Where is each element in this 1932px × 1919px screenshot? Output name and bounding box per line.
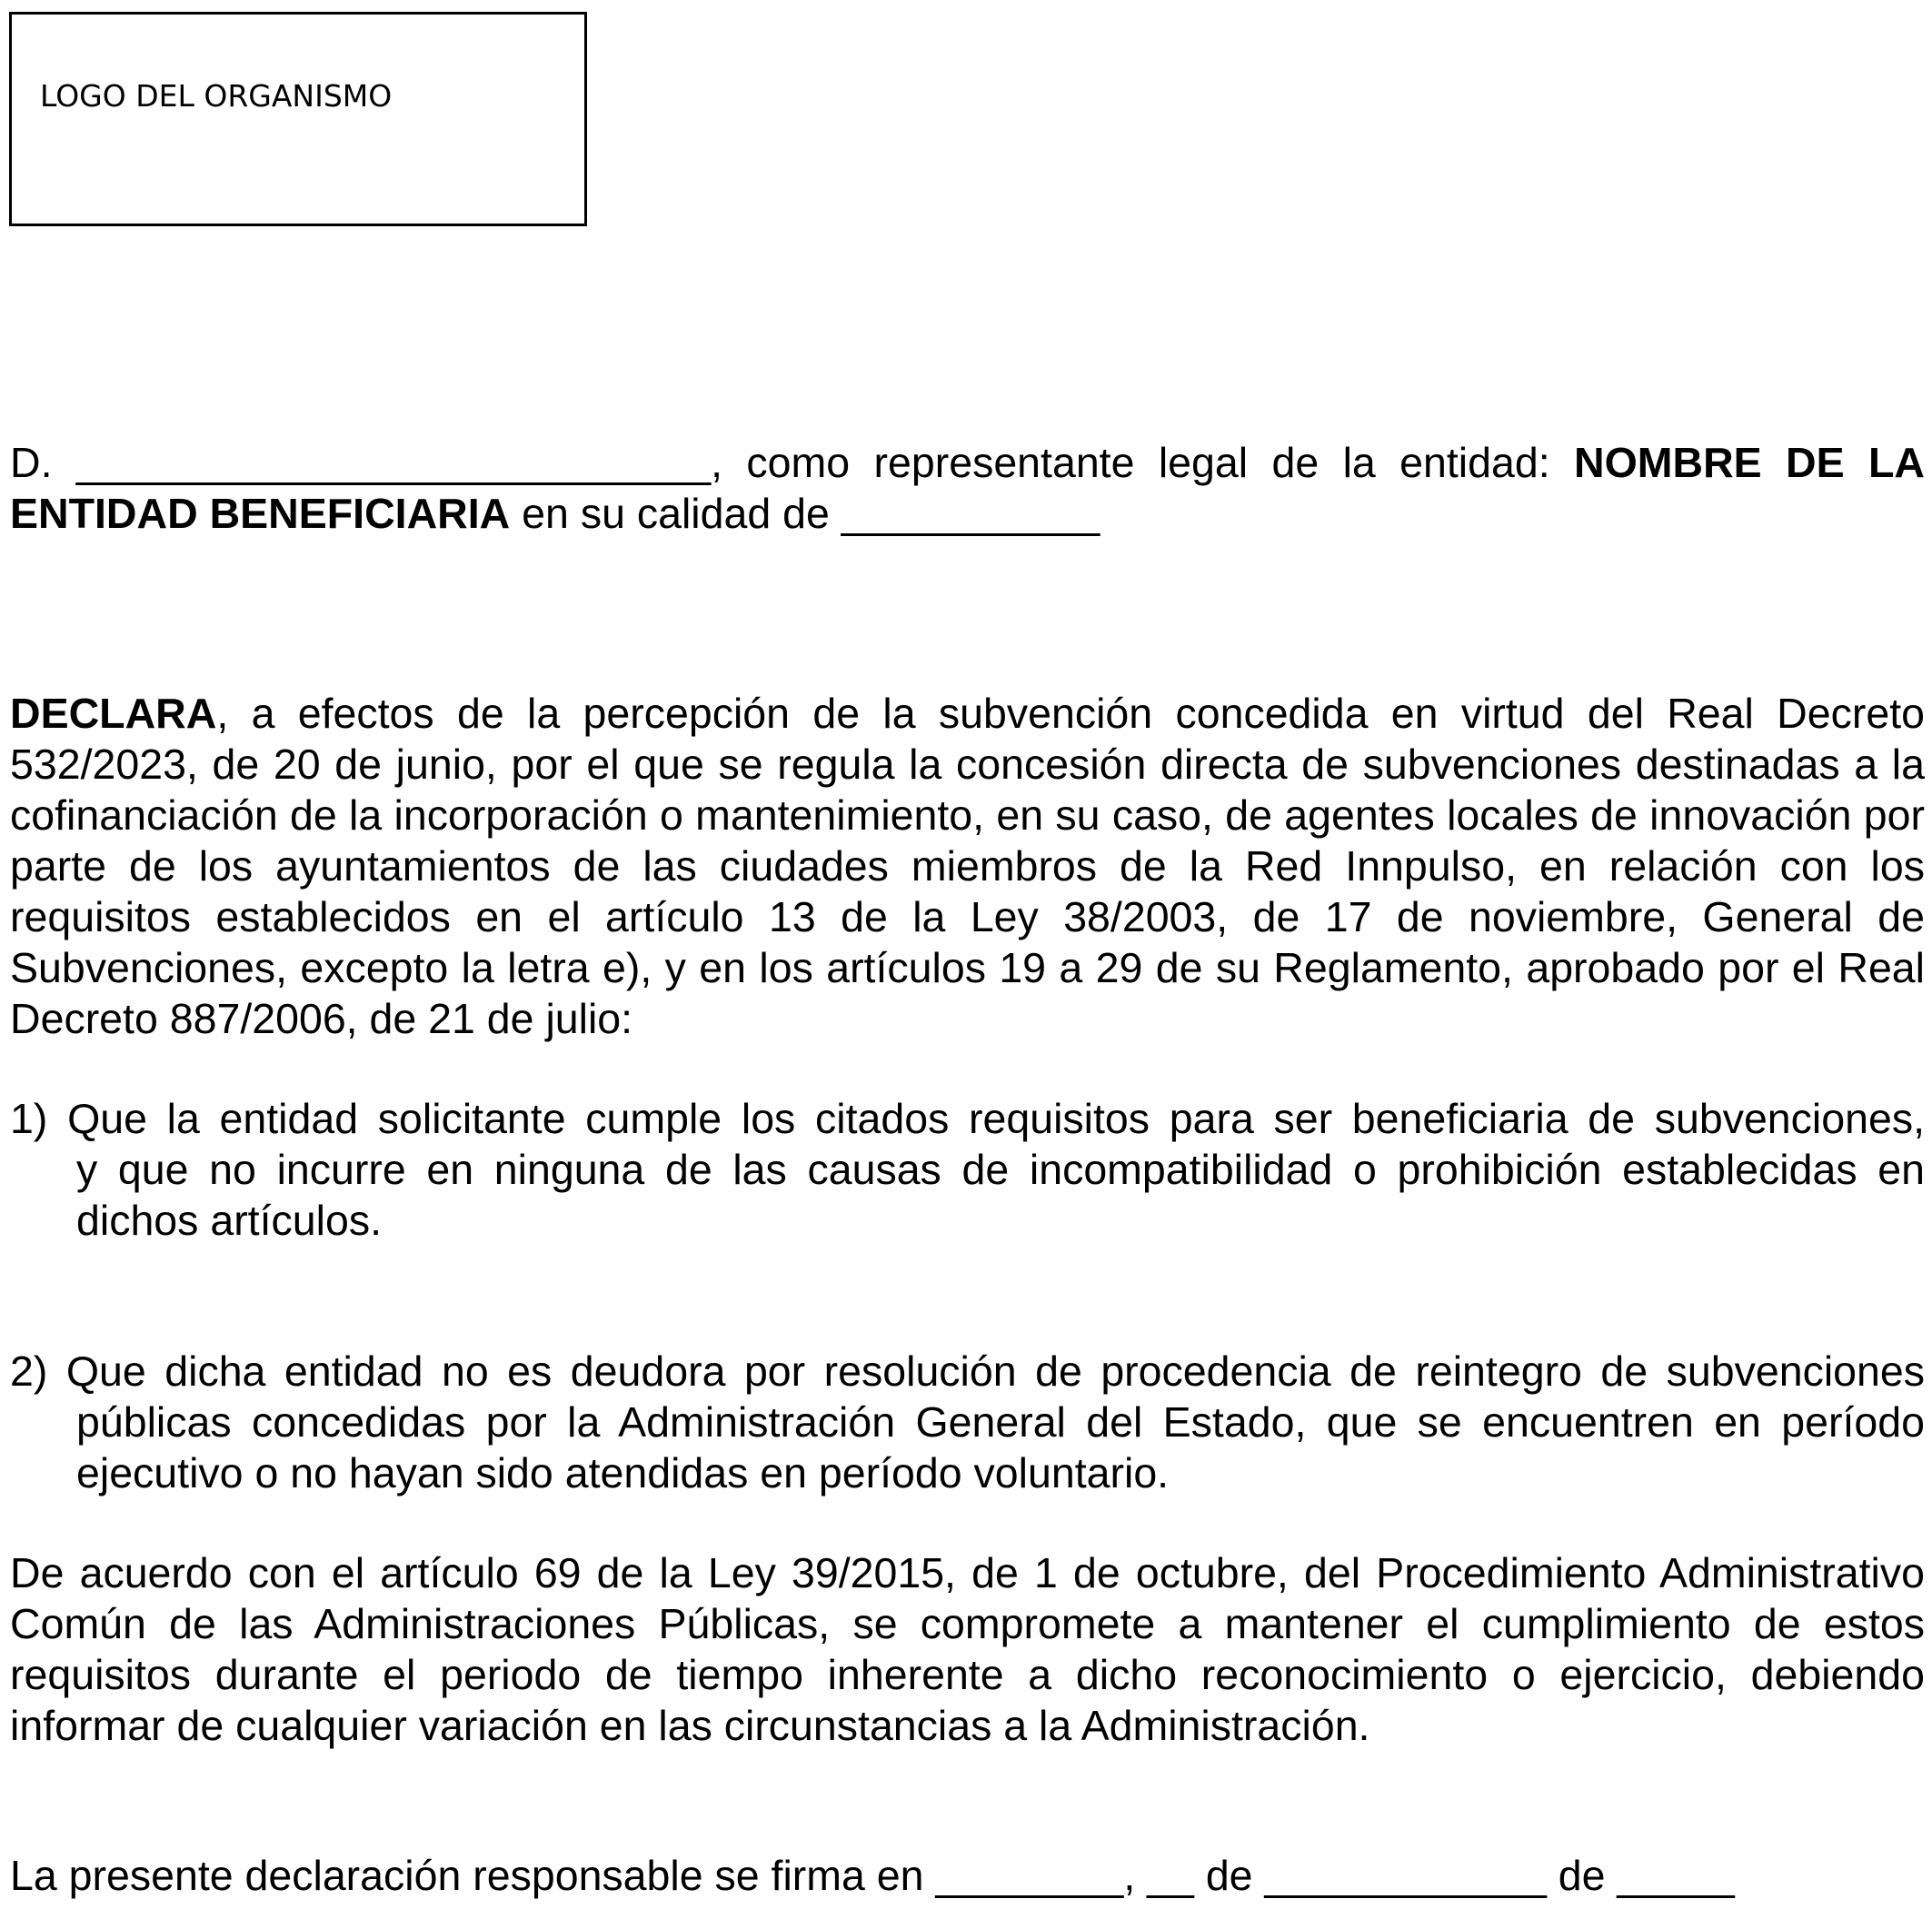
declara-text: , a efectos de la percepción de la subvención concedida en virtud del Real Decreto 532/2023, de 20 de junio, por el que se regula la concesión directa de subvenciones destinadas a la cofinanciación de la incorporación o mantenimiento, en su caso, de agentes locales de innovación por parte de los ayuntamientos de las ciudades miembros de la Red Innpulso, en relación con los requisitos establecidos en el artículo 13 de la Ley 38/2003, de 17 de noviembre, General de Subvenciones, excepto la letra e), y en los artículos 19 a 29 de su Reglamento, aprobado por el Real Decreto 887/2006, de 21 de julio:: [10, 690, 1925, 1042]
compromiso-paragraph: [10, 1547, 1925, 1751]
blank-firma-year[interactable]: _____: [1617, 1852, 1735, 1899]
item-rest: y que no incurre en ninguna de las causas de incompatibilidad o prohibición establecidas en dichos artículos.: [76, 1146, 1925, 1244]
firma-line: [10, 1850, 1925, 1901]
intro-prefix: D.: [10, 439, 53, 486]
item-first-line: Que dicha entidad no es deudora por resolución de procedencia de reintegro de subvenciones: [65, 1347, 1925, 1395]
declara-paragraph: [10, 688, 1925, 1044]
blank-firma-month[interactable]: ____________: [1264, 1852, 1547, 1899]
item-first-line: Que la entidad solicitante cumple los citados requisitos para ser beneficiaria de subvenciones,: [67, 1095, 1925, 1142]
blank-representative-name[interactable]: ___________________________: [75, 439, 712, 486]
blank-firma-day[interactable]: __: [1147, 1852, 1194, 1899]
intro-text-after-entity: en su calidad de: [510, 490, 842, 537]
firma-text: La presente declaración responsable se firma en: [10, 1852, 936, 1899]
intro-text-after-name: , como representante legal de la entidad:: [711, 439, 1574, 486]
item-number: 1): [10, 1095, 48, 1142]
firma-de-2: de: [1546, 1852, 1618, 1899]
entity-name: NOMBRE DE LA ENTIDAD BENEFICIARIA: [10, 439, 1925, 537]
logo-placeholder-box: [9, 12, 587, 226]
compromiso-text: De acuerdo con el artículo 69 de la Ley 39/2015, de 1 de octubre, del Procedimiento Administrativo Común de las Administraciones Públicas, se compromete a mantener el cumplimiento de estos requisitos durante el periodo de tiempo inherente a dicho reconocimiento o ejercicio, debiendo informar de cualquier variación en las circunstancias a la Administración.: [10, 1549, 1925, 1749]
item-rest: públicas concedidas por la Administración General del Estado, que se encuentren en período ejecutivo o no hayan sido atendidas en período voluntario.: [76, 1398, 1925, 1496]
item-number: 2): [10, 1347, 48, 1395]
blank-firma-place[interactable]: ________: [935, 1852, 1124, 1899]
logo-placeholder-text: LOGO DEL ORGANISMO: [40, 78, 393, 114]
declaration-item-2: [10, 1346, 1925, 1498]
firma-sep: ,: [1123, 1852, 1148, 1899]
blank-representative-role[interactable]: ___________: [841, 490, 1100, 537]
firma-de-1: de: [1193, 1852, 1265, 1899]
declaration-item-1: [10, 1093, 1925, 1246]
declara-keyword: DECLARA: [10, 690, 217, 737]
intro-paragraph: [10, 437, 1925, 539]
